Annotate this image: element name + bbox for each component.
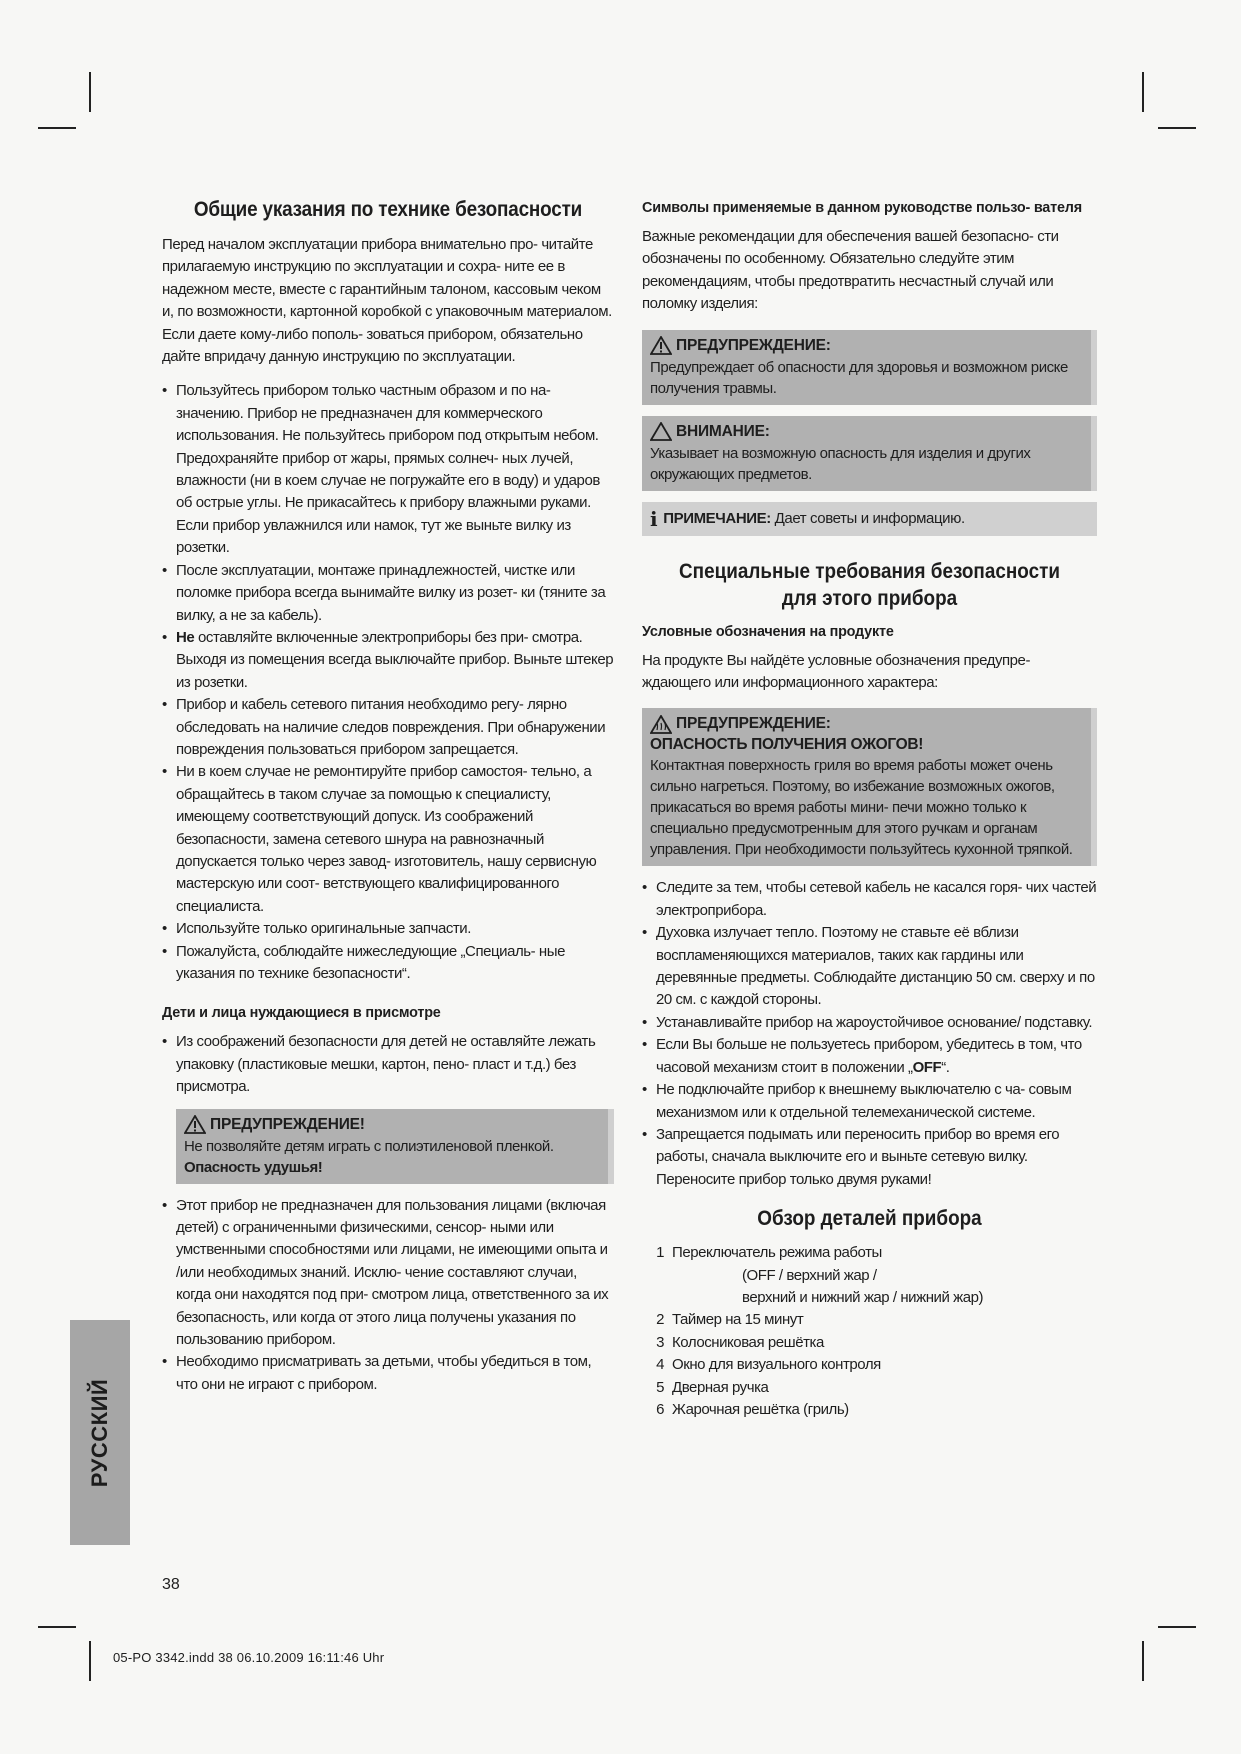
- caution-triangle-icon: [650, 422, 672, 441]
- language-tab: [70, 1320, 130, 1545]
- burn-warning-subtitle: ОПАСНОСТЬ ПОЛУЧЕНИЯ ОЖОГОВ!: [650, 736, 924, 754]
- crop-mark: [89, 72, 91, 112]
- part-item: 1 Переключатель режима работы: [656, 1244, 882, 1262]
- part-item: 6 Жарочная решётка (гриль): [656, 1400, 849, 1418]
- page-number: 38: [162, 1576, 180, 1593]
- list-item: • Из соображений безопасности для детей не оставляйте лежать упаковку (пластиковые мешки, картон, пено- пласт и т.д.) без присмотра.: [162, 1033, 596, 1096]
- language-label: РУССКИЙ: [87, 1378, 112, 1487]
- print-footer: 05-PO 3342.indd 38 06.10.2009 16:11:46 Uhr: [113, 1650, 385, 1665]
- special-bullet-list: [642, 877, 1097, 1191]
- crop-mark: [1142, 72, 1144, 112]
- list-item: • Не подключайте прибор к внешнему выключателю с ча- совым механизмом или к отдельной телемеханической системе.: [642, 1081, 1072, 1121]
- part-sub: (OFF / верхний жар /: [742, 1266, 877, 1284]
- right-column: [642, 198, 1097, 1421]
- warning-legend-box: [642, 330, 1097, 405]
- crop-mark: [1158, 1626, 1196, 1628]
- crop-mark: [89, 1641, 91, 1681]
- safety-title: Общие указания по технике безопасности: [193, 198, 583, 221]
- list-item: • Запрещается подымать или переносить прибор во время его работы, сначала выключите его и выньте сетевую вилку. Переносите прибор только двумя руками!: [642, 1125, 1060, 1188]
- warning-box-title: ПРЕДУПРЕЖДЕНИЕ!: [210, 1115, 365, 1133]
- part-item: 5 Дверная ручка: [656, 1378, 769, 1396]
- warning-triangle-icon: [650, 336, 672, 355]
- hot-surface-icon: [650, 715, 672, 734]
- symbols-text: Важные рекомендации для обеспечения вашей безопасно- сти обозначены по особенному. Обязательно следуйте этим рекомендациям, чтобы предотвратить несчастный случай или поломку изделия:: [642, 228, 1059, 313]
- warning-legend-text: Предупреждает об опасности для здоровья и возможном риске получения травмы.: [650, 358, 1068, 397]
- after-warning-bullet-list: [162, 1195, 614, 1397]
- info-icon: i: [650, 506, 658, 531]
- list-item: • Если Вы больше не пользуетесь прибором, убедитесь в том, что часовой механизм стоит в положении „OFF“.: [642, 1036, 1082, 1076]
- crop-mark: [1142, 1641, 1144, 1681]
- list-item: • Ни в коем случае не ремонтируйте прибор самостоя- тельно, а обращайтесь в таком случае за помощью к специалисту, имеющему соответствующий допуск. Из соображений безопасности, замена сетевого шнура на равнозначный допускается только через завод- изготовитель, нашу сервисную мастерскую или соот- ветствующего квалифицированного специалиста.: [162, 763, 597, 915]
- list-item: • Устанавливайте прибор на жароустойчивое основание/ подставку.: [642, 1013, 1093, 1031]
- list-item: • Этот прибор не предназначен для пользования лицами (включая детей) с ограниченными физическими, сенсор- ными или умственными способностями или лицами, не имеющими опыта и /или необходимых знаний. Исклю- чение составляют случаи, когда они находятся под при- смотром лица, ответственного за их безопасность, или когда от этого лица получены указания по пользованию прибором.: [162, 1196, 609, 1349]
- suffocation-warning-box: [176, 1109, 614, 1184]
- caution-legend-box: [642, 416, 1097, 491]
- burn-warning-title: ПРЕДУПРЕЖДЕНИЕ:: [676, 715, 831, 733]
- list-item: • Используйте только оригинальные запчасти.: [162, 920, 471, 938]
- safety-bullet-list: [162, 380, 614, 985]
- caution-legend-title: ВНИМАНИЕ:: [676, 422, 770, 440]
- crop-mark: [38, 127, 76, 129]
- list-item: • Прибор и кабель сетевого питания необходимо регу- лярно обследовать на наличие следов повреждения. При обнаружении повреждения пользоваться прибором запрещается.: [162, 696, 606, 758]
- list-item: • После эксплуатации, монтаже принадлежностей, чистке или поломке прибора всегда вынимайте вилку из розет- ки (тяните за вилку, а не за кабель).: [162, 561, 606, 624]
- children-bullet-list: [162, 1031, 614, 1098]
- product-symbols-heading: Условные обозначения на продукте: [642, 623, 894, 640]
- part-sub: верхний и нижний жар / нижний жар): [742, 1288, 984, 1306]
- crop-mark: [38, 1626, 76, 1628]
- list-item: • Необходимо присматривать за детьми, чтобы убедиться в том, что они не играют с прибором.: [162, 1353, 592, 1393]
- warning-legend-title: ПРЕДУПРЕЖДЕНИЕ:: [676, 336, 831, 354]
- list-item: • Духовка излучает тепло. Поэтому не ставьте её вблизи воспламеняющихся материалов, таких как гардины или деревянные предметы. Соблюдайте дистанцию 50 см. сверху и по 20 см. с каждой стороны.: [642, 924, 1095, 1009]
- note-text: Дает советы и информацию.: [774, 509, 965, 527]
- parts-list: [642, 1242, 1097, 1421]
- part-item: 2 Таймер на 15 минут: [656, 1311, 804, 1329]
- crop-mark: [1158, 127, 1196, 129]
- overview-title: Обзор деталей прибора: [757, 1207, 982, 1231]
- left-column: [162, 198, 614, 1406]
- note-legend-box: [642, 502, 1097, 536]
- list-item: • Пожалуйста, соблюдайте нижеследующие „Специаль- ные указания по технике безопасности“.: [162, 942, 565, 982]
- list-item: • Пользуйтесь прибором только частным образом и по на- значению. Прибор не предназначен для коммерческого использования. Не пользуйтесь прибором под открытым небом. Предохраняйте прибор от жары, прямых солнеч- ных лучей, влажности (ни в коем случае не погружайте его в воду) и ударов об острые углы. Не прикасайтесь к прибору влажными руками. Если прибор увлажнился или намок, тут же выньте вилку из розетки.: [162, 382, 600, 557]
- warning-box-text: Не позволяйте детям играть с полиэтиленовой пленкой.: [184, 1137, 554, 1155]
- part-item: 3 Колосниковая решётка: [656, 1333, 824, 1351]
- list-item: • Следите за тем, чтобы сетевой кабель не касался горя- чих частей электроприбора.: [642, 879, 1097, 919]
- children-heading: Дети и лица нуждающиеся в присмотре: [162, 1005, 441, 1022]
- caution-legend-text: Указывает на возможную опасность для изделия и других окружающих предметов.: [650, 444, 1031, 483]
- safety-intro: Перед началом эксплуатации прибора внимательно про- читайте прилагаемую инструкцию по эксплуатации и сохра- ните ее в надежном месте, вместе с гарантийным талоном, кассовым чеком и, по возможности, картонной коробкой с упаковочным материалом. Если даете кому-либо пополь- зоваться прибором, обязательно дайте впридачу данную инструкцию по эксплуатации.: [162, 236, 612, 366]
- symbols-heading: Символы применяемые в данном руководстве пользо- вателя: [642, 200, 1082, 216]
- list-item: • Не оставляйте включенные электроприборы без при- смотра. Выходя из помещения всегда выключайте прибор. Выньте штекер из розетки.: [162, 628, 614, 691]
- warning-box-bold: Опасность удушья!: [184, 1158, 323, 1176]
- burn-warning-box: [642, 708, 1097, 866]
- warning-triangle-icon: [184, 1115, 206, 1134]
- note-label: ПРИМЕЧАНИЕ:: [663, 509, 771, 527]
- burn-warning-text: Контактная поверхность гриля во время работы может очень сильно нагреться. Поэтому, во избежание возможных ожогов, прикасаться во время работы мини- печи можно только к специально предусмотренным для этого ручкам и органам управления. При необходимости пользуйтесь кухонной тряпкой.: [650, 757, 1073, 859]
- product-symbols-text: На продукте Вы найдёте условные обозначения предупре- ждающего или информационного характера:: [642, 651, 1030, 692]
- special-safety-title: Специальные требования безопасности для этого прибора: [679, 559, 1060, 610]
- part-item: 4 Окно для визуального контроля: [656, 1356, 881, 1374]
